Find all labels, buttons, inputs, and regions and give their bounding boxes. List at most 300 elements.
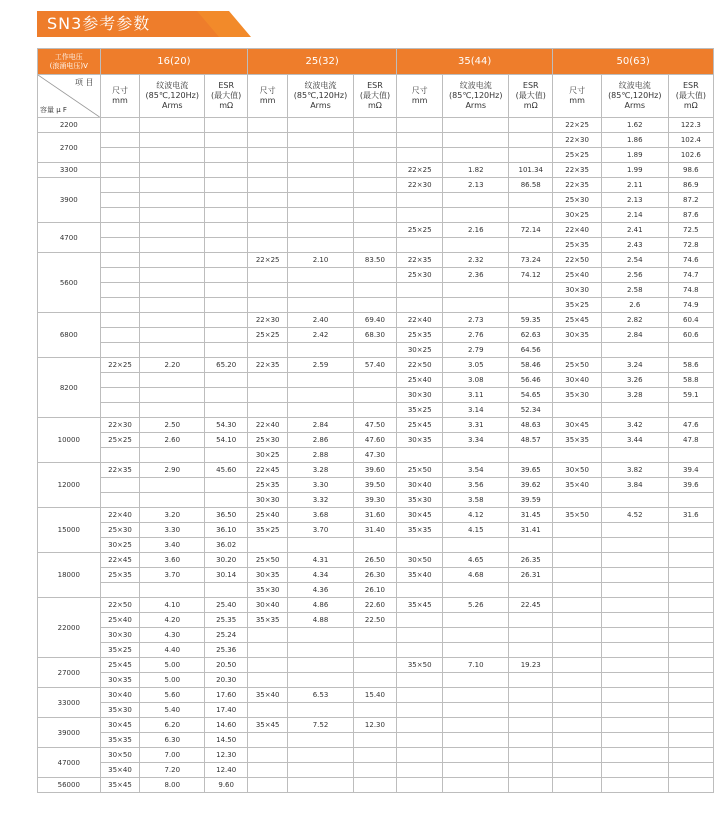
esr-cell: 74.9: [668, 298, 713, 313]
size-cell: [248, 388, 288, 403]
esr-cell: [509, 748, 553, 763]
ripple-cell: 4.15: [443, 523, 509, 538]
esr-cell: 60.6: [668, 328, 713, 343]
esr-cell: 26.31: [509, 568, 553, 583]
capacity-cell: 3300: [38, 163, 101, 178]
table-row: [38, 208, 714, 223]
ripple-cell: 4.68: [443, 568, 509, 583]
ripple-cell: [140, 313, 205, 328]
table-row: [38, 493, 714, 508]
size-cell: [100, 163, 140, 178]
esr-cell: [668, 718, 713, 733]
size-cell: 22×25: [397, 163, 443, 178]
size-cell: [248, 223, 288, 238]
ripple-cell: 3.24: [601, 358, 668, 373]
ripple-cell: 3.30: [140, 523, 205, 538]
size-cell: [248, 703, 288, 718]
esr-cell: 31.41: [509, 523, 553, 538]
ripple-cell: 4.65: [443, 553, 509, 568]
esr-cell: [509, 718, 553, 733]
esr-cell: 83.50: [353, 253, 396, 268]
table-row: [38, 298, 714, 313]
esr-cell: [353, 133, 396, 148]
table-row: [38, 343, 714, 358]
ripple-cell: 3.56: [443, 478, 509, 493]
size-cell: [100, 223, 140, 238]
esr-cell: [509, 538, 553, 553]
esr-cell: 17.40: [205, 703, 248, 718]
size-cell: 30×40: [397, 478, 443, 493]
esr-cell: 26.30: [353, 568, 396, 583]
ripple-cell: [288, 778, 354, 793]
esr-cell: 54.65: [509, 388, 553, 403]
ripple-cell: [288, 133, 354, 148]
size-cell: 22×45: [248, 463, 288, 478]
ripple-cell: 2.56: [601, 268, 668, 283]
ripple-cell: [288, 763, 354, 778]
ripple-cell: 2.10: [288, 253, 354, 268]
size-cell: [248, 193, 288, 208]
size-cell: 35×40: [397, 568, 443, 583]
esr-cell: [205, 403, 248, 418]
ripple-cell: [288, 388, 354, 403]
table-row: [38, 403, 714, 418]
spec-table: [37, 48, 714, 793]
ripple-cell: 4.30: [140, 628, 205, 643]
size-cell: 30×45: [553, 418, 602, 433]
esr-cell: 31.40: [353, 523, 396, 538]
ripple-cell: [140, 298, 205, 313]
esr-cell: 12.30: [205, 748, 248, 763]
ripple-cell: [140, 343, 205, 358]
ripple-cell: [288, 673, 354, 688]
esr-header: ESR (最大值) mΩ: [205, 75, 248, 118]
esr-cell: [205, 268, 248, 283]
esr-cell: 48.57: [509, 433, 553, 448]
esr-cell: [668, 568, 713, 583]
size-cell: 30×25: [397, 343, 443, 358]
esr-cell: [668, 733, 713, 748]
voltage-25: 25(32): [248, 49, 397, 75]
ripple-cell: 2.32: [443, 253, 509, 268]
size-cell: [100, 283, 140, 298]
ripple-cell: 2.90: [140, 463, 205, 478]
esr-cell: 65.20: [205, 358, 248, 373]
ripple-cell: [601, 763, 668, 778]
size-cell: [397, 583, 443, 598]
esr-cell: 36.10: [205, 523, 248, 538]
esr-cell: [205, 478, 248, 493]
ripple-cell: 2.54: [601, 253, 668, 268]
capacity-cell: 6800: [38, 313, 101, 358]
size-cell: [553, 643, 602, 658]
ripple-header: 纹波电流 (85℃,120Hz) Arms: [140, 75, 205, 118]
size-cell: 25×25: [248, 328, 288, 343]
esr-cell: 87.2: [668, 193, 713, 208]
capacity-cell: 27000: [38, 658, 101, 688]
esr-cell: 31.60: [353, 508, 396, 523]
table-row: [38, 313, 714, 328]
esr-cell: [353, 388, 396, 403]
table-row: [38, 553, 714, 568]
ripple-cell: [601, 403, 668, 418]
ripple-cell: [140, 478, 205, 493]
esr-cell: 9.60: [205, 778, 248, 793]
size-cell: [553, 403, 602, 418]
esr-cell: 39.50: [353, 478, 396, 493]
size-cell: [397, 238, 443, 253]
voltage-label: [38, 49, 101, 75]
ripple-cell: 4.12: [443, 508, 509, 523]
size-cell: 22×50: [553, 253, 602, 268]
esr-cell: [668, 583, 713, 598]
esr-cell: 14.60: [205, 718, 248, 733]
esr-cell: 14.50: [205, 733, 248, 748]
size-cell: 30×35: [553, 328, 602, 343]
size-cell: [397, 763, 443, 778]
size-cell: 25×25: [553, 148, 602, 163]
size-cell: 35×45: [248, 718, 288, 733]
size-cell: 22×25: [100, 358, 140, 373]
size-cell: [248, 763, 288, 778]
size-cell: [553, 688, 602, 703]
ripple-cell: [288, 118, 354, 133]
size-cell: [248, 178, 288, 193]
esr-cell: 26.50: [353, 553, 396, 568]
size-cell: [553, 613, 602, 628]
esr-cell: [353, 283, 396, 298]
ripple-cell: [288, 298, 354, 313]
size-cell: [397, 448, 443, 463]
size-cell: 25×45: [397, 418, 443, 433]
ripple-cell: 2.41: [601, 223, 668, 238]
table-row: [38, 148, 714, 163]
capacity-cell: 4700: [38, 223, 101, 253]
size-cell: [397, 628, 443, 643]
esr-cell: 72.5: [668, 223, 713, 238]
ripple-cell: [443, 718, 509, 733]
size-cell: 25×30: [100, 523, 140, 538]
esr-cell: [353, 208, 396, 223]
esr-cell: 87.6: [668, 208, 713, 223]
ripple-cell: [140, 373, 205, 388]
size-cell: 35×40: [553, 478, 602, 493]
ripple-cell: [288, 343, 354, 358]
ripple-cell: [288, 733, 354, 748]
size-cell: [553, 703, 602, 718]
ripple-cell: 1.82: [443, 163, 509, 178]
ripple-cell: [140, 178, 205, 193]
size-cell: 22×45: [100, 553, 140, 568]
ripple-cell: 2.79: [443, 343, 509, 358]
size-cell: [248, 628, 288, 643]
page-title: SN3参考参数: [47, 14, 151, 33]
ripple-cell: 2.50: [140, 418, 205, 433]
size-cell: 22×40: [553, 223, 602, 238]
ripple-header: 纹波电流 (85℃,120Hz) Arms: [443, 75, 509, 118]
ripple-cell: 4.20: [140, 613, 205, 628]
table-row: [38, 418, 714, 433]
ripple-cell: 3.44: [601, 433, 668, 448]
size-cell: [100, 118, 140, 133]
ripple-cell: 4.36: [288, 583, 354, 598]
capacity-cell: 5600: [38, 253, 101, 313]
size-header: 尺寸 mm: [100, 75, 140, 118]
size-cell: [397, 748, 443, 763]
esr-cell: [509, 688, 553, 703]
voltage-35: 35(44): [397, 49, 553, 75]
size-cell: 35×35: [397, 523, 443, 538]
esr-cell: 62.63: [509, 328, 553, 343]
size-cell: [397, 733, 443, 748]
esr-cell: [353, 298, 396, 313]
size-cell: [248, 283, 288, 298]
esr-cell: [668, 658, 713, 673]
table-row: [38, 238, 714, 253]
size-cell: [553, 568, 602, 583]
esr-cell: 86.58: [509, 178, 553, 193]
table-row: [38, 268, 714, 283]
ripple-cell: [443, 448, 509, 463]
size-cell: 25×40: [553, 268, 602, 283]
ripple-cell: [443, 238, 509, 253]
size-cell: 35×35: [553, 433, 602, 448]
esr-cell: 39.4: [668, 463, 713, 478]
size-cell: 30×45: [100, 718, 140, 733]
table-row: [38, 628, 714, 643]
ripple-cell: [443, 208, 509, 223]
capacity-cell: 2200: [38, 118, 101, 133]
ripple-cell: [443, 583, 509, 598]
table-row: [38, 673, 714, 688]
size-cell: [248, 658, 288, 673]
table-row: [38, 388, 714, 403]
esr-cell: [509, 778, 553, 793]
ripple-cell: 2.82: [601, 313, 668, 328]
size-cell: 35×25: [100, 643, 140, 658]
esr-cell: 25.40: [205, 598, 248, 613]
ripple-cell: 1.62: [601, 118, 668, 133]
ripple-cell: 2.16: [443, 223, 509, 238]
table-row: [38, 328, 714, 343]
ripple-cell: [288, 193, 354, 208]
table-row: [38, 448, 714, 463]
size-cell: [248, 208, 288, 223]
ripple-cell: 3.70: [288, 523, 354, 538]
ripple-cell: 7.20: [140, 763, 205, 778]
esr-cell: 31.45: [509, 508, 553, 523]
table-row: [38, 478, 714, 493]
size-cell: [397, 538, 443, 553]
esr-cell: [668, 493, 713, 508]
ripple-cell: 2.42: [288, 328, 354, 343]
size-cell: 25×40: [100, 613, 140, 628]
esr-cell: 52.34: [509, 403, 553, 418]
size-cell: [553, 733, 602, 748]
table-row: [38, 778, 714, 793]
ripple-cell: [288, 403, 354, 418]
size-cell: [397, 778, 443, 793]
ripple-cell: [443, 133, 509, 148]
ripple-cell: [288, 748, 354, 763]
size-cell: 25×30: [248, 433, 288, 448]
esr-cell: 30.14: [205, 568, 248, 583]
esr-cell: [205, 163, 248, 178]
size-cell: [553, 673, 602, 688]
size-cell: [397, 718, 443, 733]
ripple-cell: 2.40: [288, 313, 354, 328]
ripple-cell: 3.26: [601, 373, 668, 388]
ripple-cell: [443, 298, 509, 313]
size-cell: 30×35: [397, 433, 443, 448]
size-cell: 35×25: [397, 403, 443, 418]
esr-cell: 54.30: [205, 418, 248, 433]
capacity-cell: 10000: [38, 418, 101, 463]
ripple-cell: [601, 748, 668, 763]
ripple-cell: [288, 628, 354, 643]
size-cell: [248, 238, 288, 253]
esr-cell: [668, 643, 713, 658]
ripple-cell: 4.88: [288, 613, 354, 628]
esr-cell: [509, 133, 553, 148]
ripple-cell: [288, 238, 354, 253]
esr-cell: [509, 583, 553, 598]
size-cell: 22×30: [248, 313, 288, 328]
esr-cell: [668, 688, 713, 703]
ripple-cell: 3.70: [140, 568, 205, 583]
ripple-cell: [288, 223, 354, 238]
ripple-cell: 3.58: [443, 493, 509, 508]
ripple-cell: [601, 598, 668, 613]
esr-cell: [509, 703, 553, 718]
esr-cell: [205, 328, 248, 343]
esr-header: ESR (最大值) mΩ: [668, 75, 713, 118]
size-cell: [248, 733, 288, 748]
esr-cell: [353, 643, 396, 658]
esr-cell: 39.60: [353, 463, 396, 478]
capacity-cell: 2700: [38, 133, 101, 163]
size-cell: 25×50: [397, 463, 443, 478]
ripple-cell: [601, 583, 668, 598]
esr-cell: [353, 223, 396, 238]
ripple-cell: 2.60: [140, 433, 205, 448]
ripple-cell: [443, 778, 509, 793]
size-cell: 22×35: [100, 463, 140, 478]
ripple-cell: 8.00: [140, 778, 205, 793]
esr-cell: [509, 763, 553, 778]
size-cell: 25×35: [248, 478, 288, 493]
size-cell: 30×30: [100, 628, 140, 643]
ripple-cell: [140, 148, 205, 163]
ripple-cell: 3.68: [288, 508, 354, 523]
size-cell: [100, 313, 140, 328]
esr-cell: [509, 208, 553, 223]
size-cell: [100, 388, 140, 403]
esr-cell: [509, 628, 553, 643]
size-cell: 22×40: [248, 418, 288, 433]
esr-cell: 98.6: [668, 163, 713, 178]
size-cell: [553, 553, 602, 568]
capacity-cell: 47000: [38, 748, 101, 778]
esr-cell: [353, 193, 396, 208]
esr-cell: [509, 283, 553, 298]
size-cell: 22×50: [100, 598, 140, 613]
esr-cell: [353, 238, 396, 253]
ripple-cell: [288, 148, 354, 163]
size-cell: [248, 778, 288, 793]
esr-cell: [509, 733, 553, 748]
table-row: [38, 703, 714, 718]
esr-cell: 72.14: [509, 223, 553, 238]
capacity-cell: 8200: [38, 358, 101, 418]
size-cell: [100, 343, 140, 358]
size-cell: [100, 328, 140, 343]
table-row: [38, 178, 714, 193]
esr-cell: 22.45: [509, 598, 553, 613]
esr-cell: 31.6: [668, 508, 713, 523]
ripple-cell: 5.40: [140, 703, 205, 718]
capacity-cell: 33000: [38, 688, 101, 718]
size-cell: [397, 613, 443, 628]
table-row: [38, 358, 714, 373]
esr-cell: [353, 118, 396, 133]
capacity-cell: 22000: [38, 598, 101, 658]
esr-cell: 57.40: [353, 358, 396, 373]
table-row: [38, 538, 714, 553]
ripple-cell: [288, 178, 354, 193]
esr-cell: [509, 238, 553, 253]
esr-cell: 59.1: [668, 388, 713, 403]
table-row: [38, 163, 714, 178]
esr-cell: [353, 778, 396, 793]
esr-cell: [668, 598, 713, 613]
esr-cell: [353, 673, 396, 688]
esr-cell: 25.36: [205, 643, 248, 658]
table-row: [38, 463, 714, 478]
size-cell: 30×50: [100, 748, 140, 763]
ripple-cell: 5.26: [443, 598, 509, 613]
esr-cell: 59.35: [509, 313, 553, 328]
esr-cell: [509, 118, 553, 133]
size-cell: 25×35: [100, 568, 140, 583]
ripple-cell: 3.54: [443, 463, 509, 478]
ripple-cell: [443, 148, 509, 163]
ripple-cell: 2.43: [601, 238, 668, 253]
size-cell: [397, 133, 443, 148]
voltage-header-row: [38, 49, 714, 75]
esr-header: ESR (最大值) mΩ: [353, 75, 396, 118]
esr-cell: [353, 628, 396, 643]
ripple-cell: 3.34: [443, 433, 509, 448]
esr-cell: 74.7: [668, 268, 713, 283]
size-cell: 30×40: [248, 598, 288, 613]
ripple-cell: 3.28: [288, 463, 354, 478]
esr-cell: [353, 403, 396, 418]
esr-cell: 68.30: [353, 328, 396, 343]
ripple-cell: 2.13: [601, 193, 668, 208]
ripple-cell: 2.11: [601, 178, 668, 193]
ripple-cell: 3.14: [443, 403, 509, 418]
esr-cell: 74.8: [668, 283, 713, 298]
item-label: 项 目: [74, 78, 94, 87]
size-cell: 35×40: [248, 688, 288, 703]
size-cell: 25×25: [397, 223, 443, 238]
esr-cell: 22.60: [353, 598, 396, 613]
esr-cell: 47.6: [668, 418, 713, 433]
size-cell: 25×45: [553, 313, 602, 328]
esr-cell: [205, 208, 248, 223]
esr-cell: [205, 298, 248, 313]
